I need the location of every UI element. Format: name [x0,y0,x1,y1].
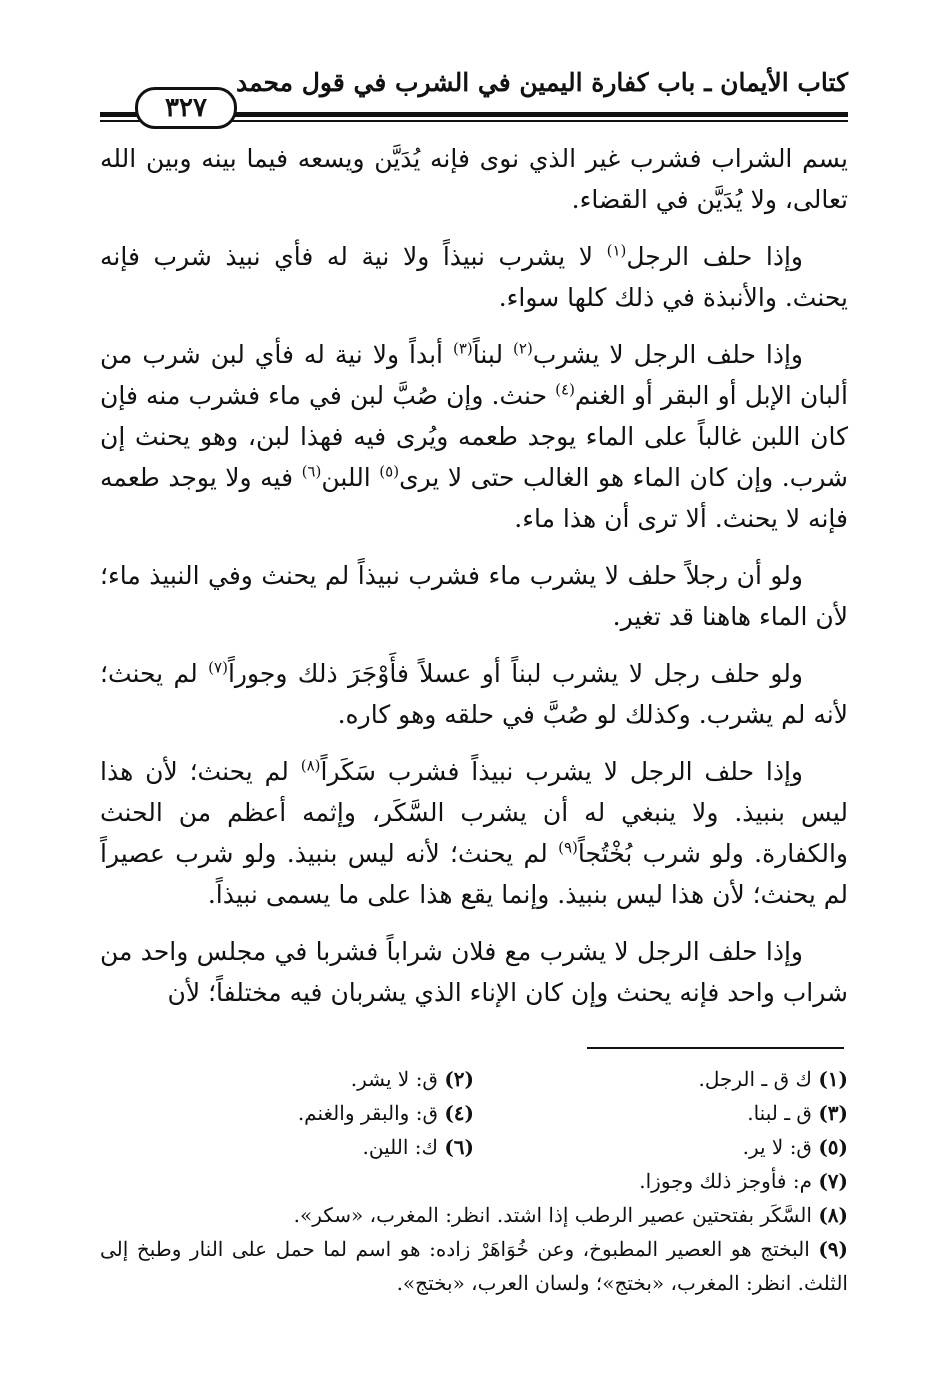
footnote-row [100,1198,848,1232]
footnotes [100,1062,848,1300]
footnote-number: (٩) [818,1237,848,1261]
footnote [294,1203,848,1227]
footnote [747,1101,848,1125]
footnote-marker: (٩) [558,838,578,857]
page-number: ٣٢٧ [135,87,237,129]
footnote-marker: (٧) [208,658,228,677]
running-header: كتاب الأيمان ـ باب كفارة اليمين في الشرب في قول محمد [235,68,848,97]
footnote-text: ك: اللين. [362,1135,445,1159]
footnote-text: ق: لا ير. [742,1135,819,1159]
footnote-text: ك ق ـ الرجل. [698,1067,819,1091]
footnote-number: (٢) [444,1067,474,1091]
paragraph: وإذا حلف الرجل$^{(١)}$ لا يشرب نبيذاً ولا نية له فأي نبيذ شرب فإنه يحنث. والأنبذة في ذلك كلها سواء. [100,241,848,312]
footnote-number: (٧) [818,1169,848,1193]
footnote-number: (١) [818,1067,848,1091]
footnote-row [100,1130,848,1164]
footnote-number: (٦) [444,1135,474,1159]
footnote [362,1135,474,1159]
main-text [100,138,848,1029]
footnote-cell [100,1130,474,1164]
footnote-text: ق: لا يشر. [350,1067,445,1091]
footnote [698,1067,848,1091]
footnote-row [100,1062,848,1096]
footnote-marker: (٣) [452,339,473,358]
footnote-text: ق: والبقر والغنم. [297,1101,445,1125]
paragraph: يسم الشراب فشرب غير الذي نوى فإنه يُدَيَّن ويسعه فيما بينه وبين الله تعالى، ولا يُدَيَّن في القضاء. [100,144,848,214]
footnote [298,1101,474,1125]
footnote-row [100,1232,848,1300]
footnote-cell [474,1096,848,1130]
paragraph: ولو أن رجلاً حلف لا يشرب ماء فشرب نبيذاً لم يحنث وفي النبيذ ماء؛ لأن الماء هاهنا قد تغير. [100,561,848,631]
paragraph: وإذا حلف الرجل لا يشرب نبيذاً فشرب سَكَراً$^{(٨)}$ لم يحنث؛ لأن هذا ليس بنبيذ. ولا ينبغي له أن يشرب السَّكَر، وإثمه أعظم من الحنث والكفارة. ولو شرب بُخْتُجاً$^{(٩)}$ لم يحنث؛ لأنه ليس بنبيذ. ولو شرب عصيراً لم يحنث؛ لأن هذا ليس بنبيذ. وإنما يقع هذا على ما يسمى نبيذاً. [100,756,848,909]
footnote [100,1237,848,1295]
footnote-marker: (٤) [555,380,575,399]
footnote-row [100,1096,848,1130]
footnote-separator [587,1047,844,1049]
footnote-number: (٤) [444,1101,474,1125]
footnote-cell [474,1130,848,1164]
footnote [639,1169,848,1193]
footnote-text: م: فأوجز ذلك وجوزا. [639,1169,819,1193]
footnote-cell [100,1062,474,1096]
paragraph: وإذا حلف الرجل لا يشرب$^{(٢)}$ لبناً$^{(٣)}$ أبداً ولا نية له فأي لبن شرب من ألبان الإبل أو البقر أو الغنم$^{(٤)}$ حنث. وإن صُبَّ لبن في ماء فشرب منه فإن كان اللبن غالباً على الماء يوجد طعمه ويُرى فيه فهذا لبن، وهو يحنث إن شرب. وإن كان الماء هو الغالب حتى لا يرى$^{(٥)}$ اللبن$^{(٦)}$ فيه ولا يوجد طعمه فإنه لا يحنث. ألا ترى أن هذا ماء. [100,339,848,533]
footnote-text: البختج هو العصير المطبوخ، وعن خُوَاهَرْ زاده: هو اسم لما حمل على النار وطبخ إلى الثلث. انظر: المغرب، «بختج»؛ ولسان العرب، «بختج». [100,1237,848,1295]
paragraph: ولو حلف رجل لا يشرب لبناً أو عسلاً فأَوْجَرَ ذلك وجوراً$^{(٧)}$ لم يحنث؛ لأنه لم يشرب. وكذلك لو صُبَّ في حلقه وهو كاره. [100,658,848,729]
paragraph: وإذا حلف الرجل لا يشرب مع فلان شراباً فشربا في مجلس واحد من شراب واحد فإنه يحنث وإن كان الإناء الذي يشربان فيه مختلفاً؛ لأن [100,937,848,1007]
footnote-number: (٥) [818,1135,848,1159]
footnote-cell [100,1096,474,1130]
footnote-number: (٨) [818,1203,848,1227]
footnote [743,1135,848,1159]
footnote-marker: (١) [606,241,627,260]
footnote-marker: (٦) [301,462,322,481]
footnote-number: (٣) [818,1101,848,1125]
footnote-text: السَّكَر بفتحتين عصير الرطب إذا اشتد. انظر: المغرب، «سكر». [293,1203,819,1227]
footnote-cell [474,1062,848,1096]
footnote-marker: (٥) [379,462,400,481]
footnote-text: ق ـ لبنا. [747,1101,819,1125]
footnote-marker: (٢) [513,339,533,358]
footnote [351,1067,474,1091]
footnote-marker: (٨) [300,756,321,775]
footnote-row [100,1164,848,1198]
